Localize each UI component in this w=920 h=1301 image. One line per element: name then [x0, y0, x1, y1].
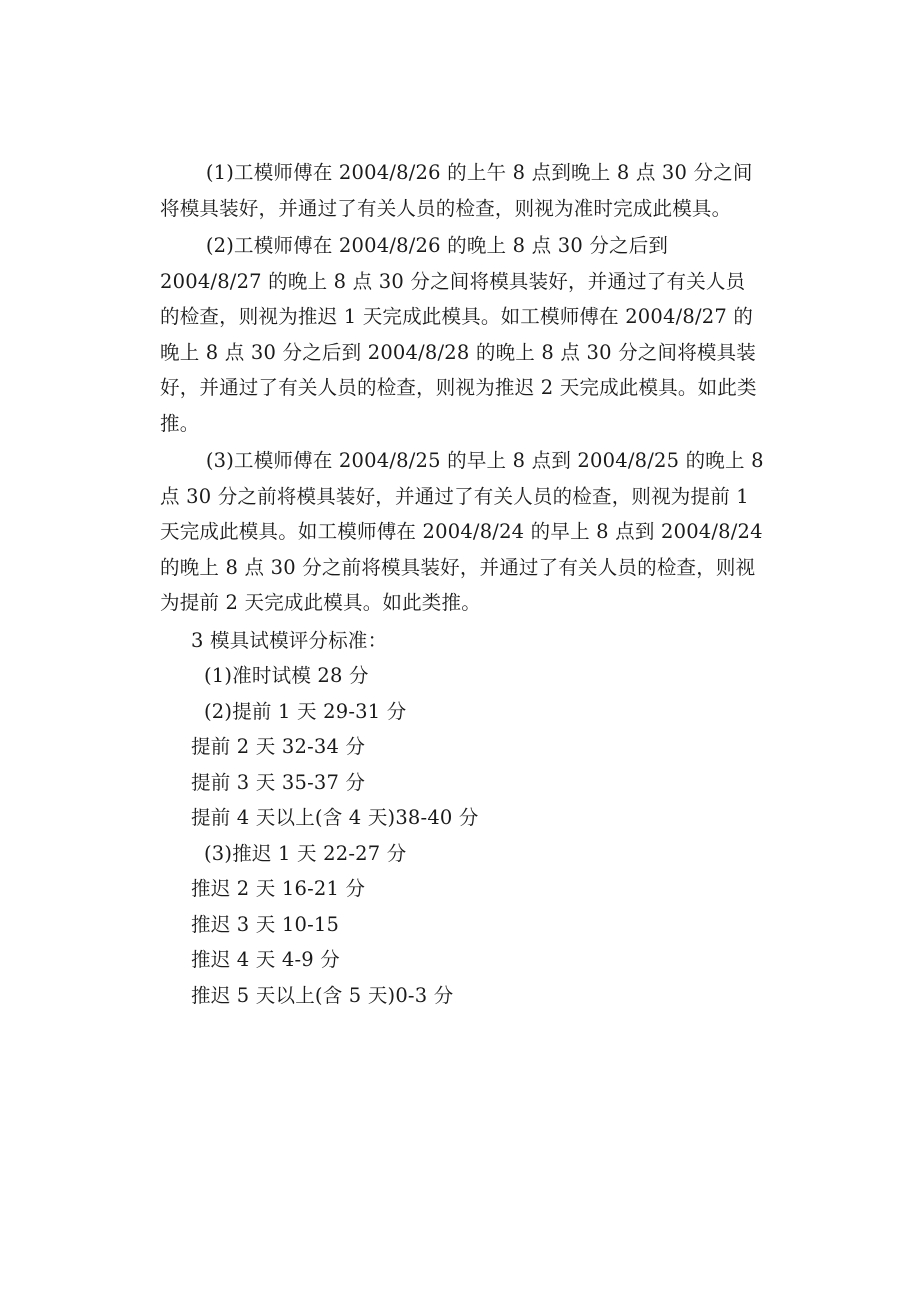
- paragraph-early-rule: (3)工模师傅在 2004/8/25 的早上 8 点到 2004/8/25 的晚上 8 点 30 分之前将模具装好，并通过了有关人员的检查，则视为提前 1 天完成此模具。如工模师傅在 2004/8/24 的早上 8 点到 2004/8/24 的晚上 8 点 30 分之前将模具装好，并通过了有关人员的检查，则视为提前 2 天完成此模具。如此类推。: [160, 449, 764, 614]
- score-item-late-3: 推迟 3 天 10-15: [191, 912, 340, 936]
- document-body: [160, 155, 764, 1013]
- scoring-heading: 3 模具试模评分标准：: [191, 628, 388, 652]
- score-item-early-4: 提前 4 天以上(含 4 天)38-40 分: [191, 806, 479, 829]
- score-item-early-3: 提前 3 天 35-37 分: [191, 770, 366, 794]
- score-item-late-5: 推迟 5 天以上(含 5 天)0-3 分: [191, 983, 454, 1007]
- paragraph-on-time-rule: (1)工模师傅在 2004/8/26 的上午 8 点到晚上 8 点 30 分之间将模具装好，并通过了有关人员的检查，则视为准时完成此模具。: [160, 161, 753, 220]
- score-item-late-1: (3)推迟 1 天 22-27 分: [204, 841, 407, 865]
- score-item-early-2: 提前 2 天 32-34 分: [191, 735, 366, 758]
- score-item-late-4: 推迟 4 天 4-9 分: [191, 948, 341, 971]
- score-item-early-1: (2)提前 1 天 29-31 分: [204, 699, 407, 723]
- score-item-on-time: (1)准时试模 28 分: [204, 664, 369, 687]
- score-item-late-2: 推迟 2 天 16-21 分: [191, 877, 366, 900]
- paragraph-late-rule: (2)工模师傅在 2004/8/26 的晚上 8 点 30 分之后到 2004/8/27 的晚上 8 点 30 分之间将模具装好，并通过了有关人员的检查，则视为推迟 1 天完成此模具。如工模师傅在 2004/8/27 的晚上 8 点 30 分之后到 2004/8/28 的晚上 8 点 30 分之间将模具装好，并通过了有关人员的检查，则视为推迟 2 天完成此模具。如此类推。: [160, 234, 757, 435]
